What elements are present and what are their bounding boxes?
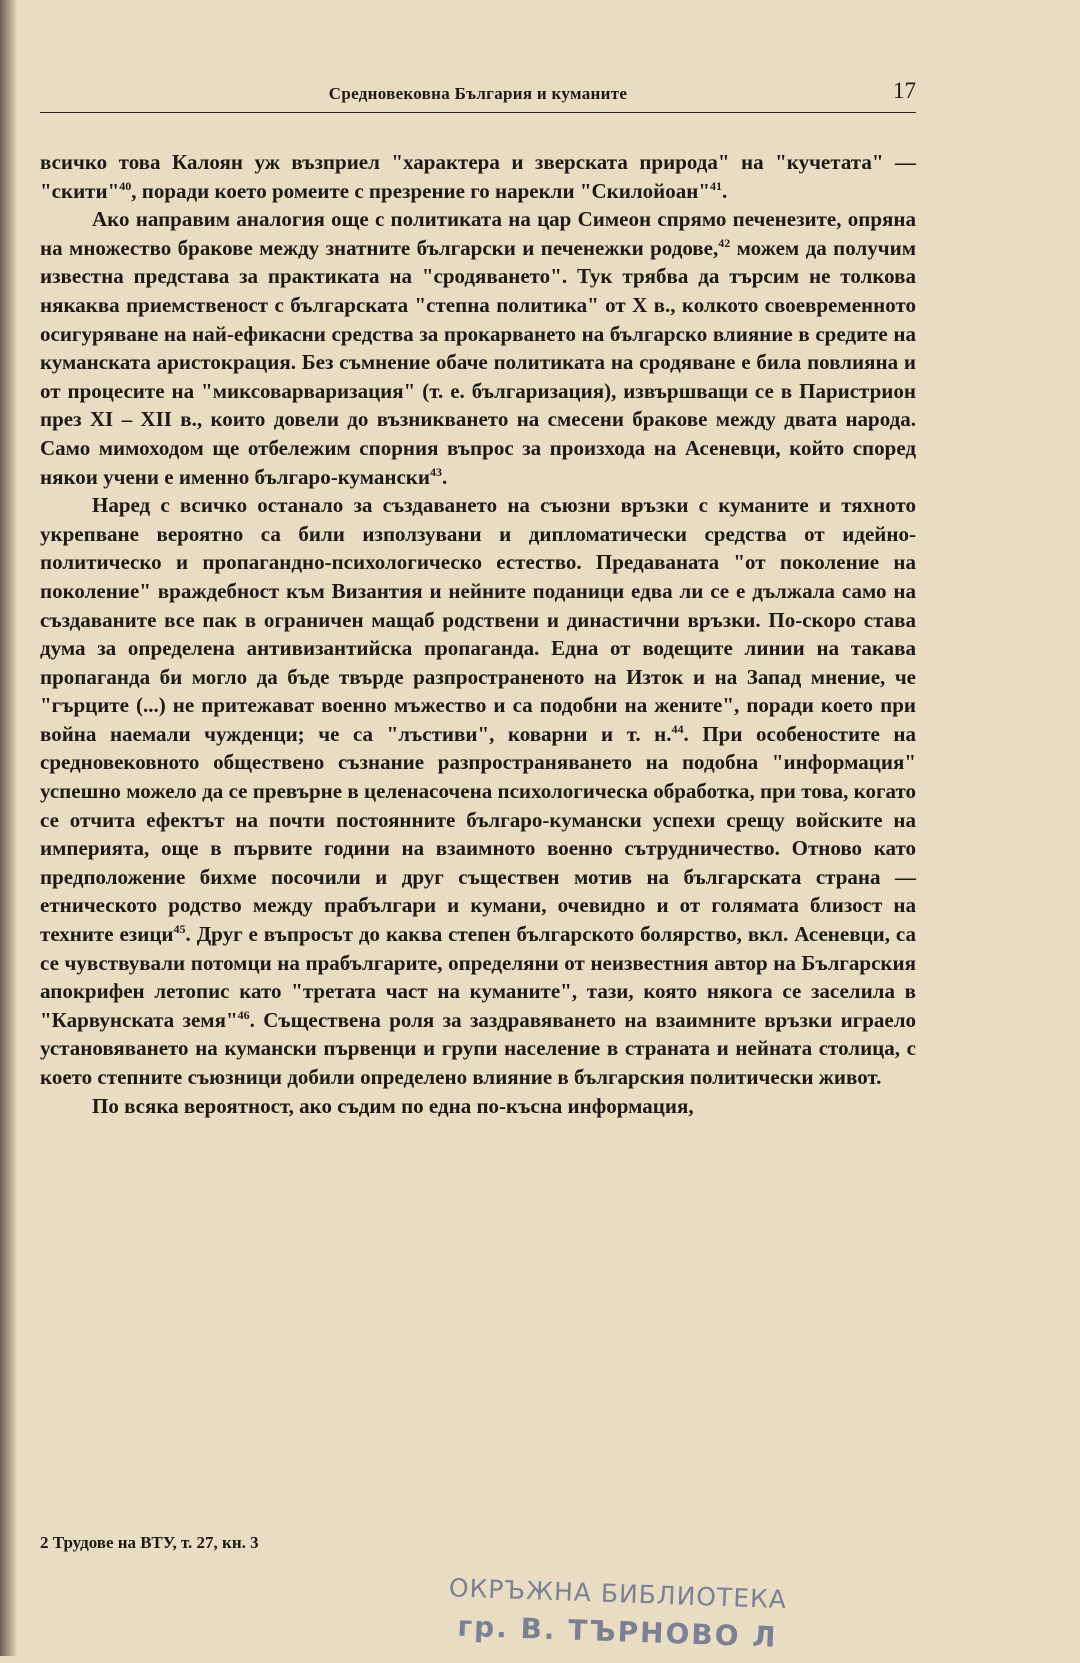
stamp-line: гр. В. ТЪРНОВО Л (456, 1609, 779, 1654)
signature-note: 2 Трудове на ВТУ, т. 27, кн. 3 (40, 1533, 259, 1552)
text-run: . Друг е въпросът до каква степен българското болярство, вкл. Асеневци, са се чувствували потомци на прабългарите, определяни от неизвестния автор на Българския апокрифен летопис като "третата част на куманите", тази, която някога се заселила в "Карвунската земя" (40, 922, 916, 1032)
text-run: можем да получим известна представа за практиката на "сродяването". Тук трябва да търсим не толкова някаква приемственост с българската "степна политика" от X в., колкото своевременното осигуряване на най-ефикасни средства за прокарването на българско влияние в средите на куманската аристокрация. Без съмнение обаче политиката на сродяване е била повлияна и от процесите на "миксоварваризация" (т. е. българизация), извършващи се в Паристрион през XI – XII в., които довели до възникването на смесени бракове между двата народа. Само мимоходом ще отбележим спорния въпрос за произхода на Асеневци, който според някои учени е именно българо-кумански (40, 235, 917, 489)
text-run: . (721, 178, 728, 203)
paragraph (40, 205, 916, 491)
text-run: всичко това Калоян уж възприел "характера и зверската природа" на "кучетата" — "скити" (40, 150, 916, 203)
footnote-ref-46: 46 (237, 1007, 250, 1022)
footnote-ref-41: 41 (709, 178, 722, 193)
text-run: , поради което ромеите с презрение го нарекли "Скилойоан" (131, 178, 710, 203)
page-edge-shadow (0, 0, 18, 1656)
paragraph (40, 1092, 916, 1121)
text-run: . (442, 464, 448, 489)
text-run: Ако направим аналогия още с политиката на цар Симеон спрямо печенезите, опряна на множество бракове между знатните български и печенежки родове, (40, 207, 916, 260)
page-header (40, 78, 916, 113)
paragraph (40, 491, 916, 1091)
footnote-ref-45: 45 (173, 922, 186, 937)
stamp-line: ОКРЪЖНА БИБЛИОТЕКА (448, 1573, 788, 1615)
text-run: По всяка вероятност, ако съдим по една по-късна информация, (92, 1093, 694, 1118)
text-run: . Съществена роля за заздравяването на взаимните връзки играело установяването на кумански първенци и групи население в страната и нейната столица, с което степните съюзници добили определено влияние в българския политически живот. (40, 1007, 916, 1089)
body-text (40, 148, 916, 1120)
text-run: . При особеностите на средновековното обществено съзнание разпространяването на подобна "информация" успешно можело да се превърне в целенасочена психологическа обработка, при това, когато се отчита ефектът на почти постоянните българо-кумански успехи срещу войските на империята, още в първите години на взаимното военно сътрудничество. Отново като предположение бихме посочили и друг съществен мотив на българската страна — етническото родство между прабългари и кумани, очевидно и от голямата близост на техните езици (40, 721, 916, 947)
running-title: Средновековна България и куманите (328, 84, 628, 103)
footnote-ref-42: 42 (718, 235, 731, 250)
footnote-ref-40: 40 (119, 178, 132, 193)
paragraph (40, 148, 916, 205)
page-number: 17 (893, 78, 916, 103)
library-stamp (429, 1569, 852, 1663)
text-run: Наред с всичко останало за създаването на съюзни връзки с куманите и тяхното укрепване вероятно са били използувани и дипломатически средства от идейно-политическо и пропагандно-психологическо естество. Предаваната "от поколение на поколение" враждебност към Византия и нейните поданици едва ли се е дължала само на създаваните все пак в ограничен мащаб родствени и династични връзки. По-скоро става дума за определена антивизантийска пропаганда. Една от водещите линии на такава пропаганда би могло да бъде твърде разпространеното на Изток и на Запад мнение, че "гърците (...) не притежават военно мъжество и са подобни на жените", поради което при война наемали чужденци; че са "лъстиви", коварни и т. н. (40, 493, 916, 746)
footnote-ref-44: 44 (671, 721, 684, 736)
footnote-ref-43: 43 (430, 464, 443, 479)
